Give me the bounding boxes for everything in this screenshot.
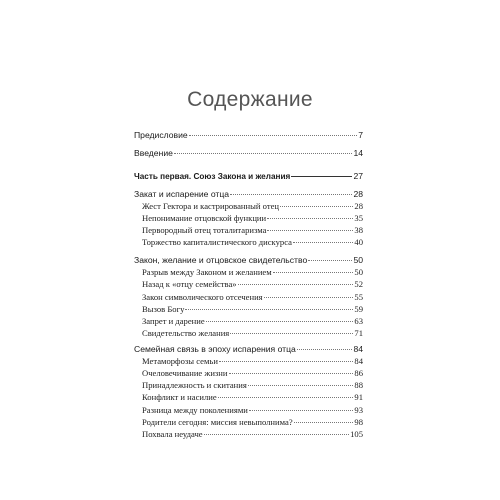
toc-entry[interactable]	[142, 392, 363, 405]
toc-entry-page-number: 28	[354, 201, 363, 211]
dot-leader	[267, 217, 353, 219]
dot-leader	[280, 205, 353, 207]
dot-leader	[174, 152, 353, 154]
toc-entry-page-number: 50	[354, 267, 363, 277]
toc-entry-page-number: 88	[354, 380, 363, 390]
toc-entry-page-number: 98	[354, 417, 363, 427]
toc-entry-page-number: 91	[354, 392, 363, 402]
dot-leader	[273, 271, 354, 273]
toc-entry-page-number: 55	[354, 292, 363, 302]
toc-entry[interactable]	[142, 237, 363, 250]
page-title: Содержание	[187, 88, 313, 112]
toc-entry-title: Метаморфозы семьи	[142, 356, 218, 366]
toc-entry-title: Непонимание отцовской функции	[142, 213, 267, 223]
toc-entry-title: Закон, желание и отцовское свидетельство	[134, 255, 308, 265]
dot-leader	[204, 433, 350, 435]
toc-entry-title: Назад к «отцу семейства»	[142, 279, 237, 289]
toc-entry-page-number: 7	[358, 130, 363, 140]
dot-leader	[206, 320, 354, 322]
toc-entry-page-number: 59	[354, 304, 363, 314]
toc-entry-title: Запрет и дарение	[142, 316, 205, 326]
toc-entry-page-number: 93	[354, 405, 363, 415]
dot-leader	[294, 421, 354, 423]
toc-entry-title: Свидетельство желания	[142, 328, 230, 338]
toc-entry-page-number: 50	[353, 255, 363, 265]
toc-entry-title: Принадлежность и скитания	[142, 380, 247, 390]
toc-entry-page-number: 86	[354, 368, 363, 378]
toc-entry-page-number: 28	[353, 189, 363, 199]
dot-leader	[219, 360, 353, 362]
toc-entry-page-number: 105	[350, 429, 363, 439]
dot-leader	[229, 372, 354, 374]
toc-entry-title: Родители сегодня: миссия невыполнима?	[142, 417, 293, 427]
dot-leader	[291, 175, 352, 177]
toc-entry-title: Разрыв между Законом и желанием	[142, 267, 272, 277]
toc-entry-page-number: 71	[354, 328, 363, 338]
dot-leader	[293, 241, 353, 243]
toc-entry-title: Часть первая. Союз Закона и желания	[134, 172, 291, 181]
toc-entry[interactable]	[142, 279, 363, 292]
dot-leader	[185, 308, 353, 310]
dot-leader	[267, 229, 353, 231]
dot-leader	[230, 332, 353, 334]
dot-leader	[249, 409, 354, 411]
toc-entry-title: Жест Гектора и кастрированный отец	[142, 201, 279, 211]
toc-entry[interactable]	[142, 429, 363, 442]
toc-entry-title: Первородный отец тоталитаризма	[142, 225, 267, 235]
toc-entry-title: Торжество капиталистического дискурса	[142, 237, 292, 247]
toc-entry-title: Закон символического отсечения	[142, 292, 263, 302]
toc-entry-page-number: 84	[353, 344, 363, 354]
toc-entry-page-number: 84	[354, 356, 363, 366]
dot-leader	[248, 384, 354, 386]
dot-leader	[218, 396, 354, 398]
toc-entry[interactable]	[142, 328, 363, 341]
toc-entry-title: Похвала неудаче	[142, 429, 203, 439]
toc-entry-page-number: 52	[354, 279, 363, 289]
dot-leader	[238, 283, 354, 285]
toc-entry[interactable]	[134, 171, 363, 184]
dot-leader	[264, 296, 354, 298]
toc-entry-page-number: 63	[354, 316, 363, 326]
toc-entry-title: Семейная связь в эпоху испарения отца	[134, 344, 296, 354]
toc-entry-title: Предисловие	[134, 130, 188, 140]
toc-entry-page-number: 38	[354, 225, 363, 235]
toc-entry-title: Разница между поколениями	[142, 405, 248, 415]
toc-entry[interactable]	[134, 130, 363, 143]
toc-entry-title: Вызов Богу	[142, 304, 185, 314]
toc-entry-title: Закат и испарение отца	[134, 189, 230, 199]
toc-entry-page-number: 40	[354, 237, 363, 247]
dot-leader	[297, 348, 353, 350]
toc-entry-title: Введение	[134, 148, 173, 158]
toc-entry-page-number: 35	[354, 213, 363, 223]
toc-entry-page-number: 27	[353, 171, 363, 181]
toc-entry-page-number: 14	[353, 148, 363, 158]
toc-entry-title: Очеловечивание жизни	[142, 368, 228, 378]
dot-leader	[189, 134, 358, 136]
toc-entry-title: Конфликт и насилие	[142, 392, 217, 402]
dot-leader	[308, 259, 352, 261]
toc-entry[interactable]	[134, 148, 363, 161]
dot-leader	[230, 193, 352, 195]
